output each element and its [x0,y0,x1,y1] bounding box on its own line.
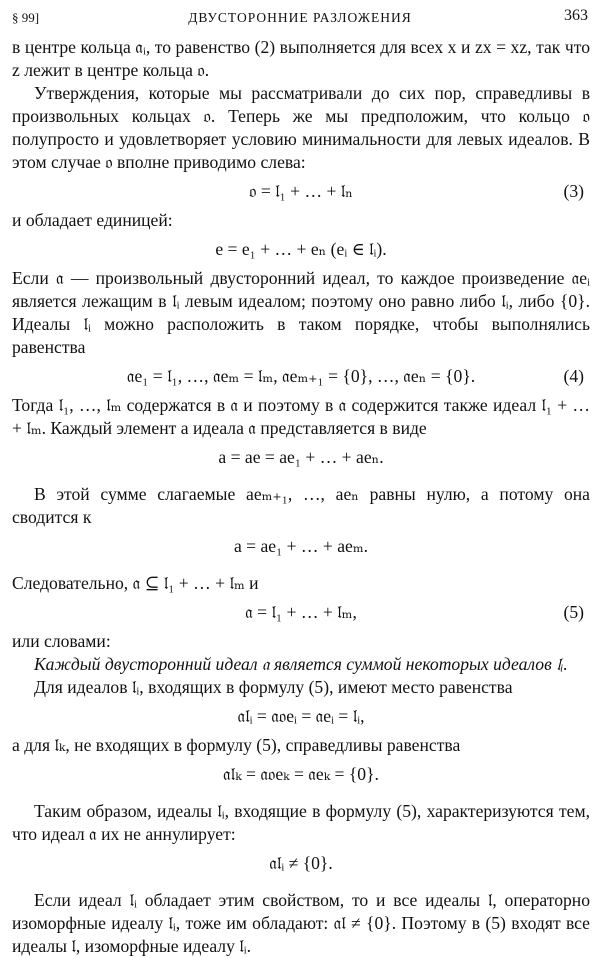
equation-body: 𝔞𝔩ᵢ = 𝔞𝔬eᵢ = 𝔞eᵢ = 𝔩ᵢ, [237,706,365,726]
equation-number: (4) [563,366,584,386]
equation-body: e = e₁ + … + eₙ (eᵢ ∈ 𝔩ᵢ). [215,239,387,259]
paragraph: Если 𝔞 — произвольный двусторонний идеал, то каждое произведение 𝔞eᵢ является лежащим в 𝔩ᵢ левым идеалом; поэтому оно равно либо 𝔩ᵢ, либо {0}. Идеалы 𝔩ᵢ можно расположить в таком порядке, чтобы выполнялись равенства [12,268,590,357]
equation-unit [12,238,590,261]
paragraph: Тогда 𝔩₁, …, 𝔩ₘ содержатся в 𝔞 и поэтому в 𝔞 содержится также идеал 𝔩₁ + … + 𝔩ₘ. Каждый элемент a идеала 𝔞 представляется в виде [12,395,590,438]
running-header [12,4,588,24]
equation-body: a = ae₁ + … + aeₘ. [233,536,369,556]
paragraph: Если идеал 𝔩ᵢ обладает этим свойством, то и все идеалы 𝔩, операторно изоморфные идеалу 𝔩ᵢ, тоже им обладают: 𝔞𝔩 ≠ {0}. Поэтому в (5) входят все идеалы 𝔩, изоморфные идеалу 𝔩ᵢ. [12,890,590,956]
section-mark: § 99] [12,10,40,25]
equation-7 [12,763,590,786]
paragraph: а для 𝔩ₖ, не входящих в формулу (5), справедливы равенства [12,735,461,755]
equation-number: (3) [563,181,584,201]
paragraph: В этой сумме слагаемые aeₘ₊₁, …, aeₙ равны нулю, а потому она сводится к [12,484,590,527]
equation-body: 𝔬 = 𝔩₁ + … + 𝔩ₙ [249,181,353,201]
equation-body: 𝔞 = 𝔩₁ + … + 𝔩ₘ, [245,602,357,622]
equation-3 [12,180,590,203]
paragraph: Таким образом, идеалы 𝔩ᵢ, входящие в формулу (5), характеризуются тем, что идеал 𝔞 их не аннулирует: [12,801,590,844]
paragraph: Для идеалов 𝔩ᵢ, входящих в формулу (5), имеют место равенства [34,677,513,697]
equation-a1 [12,446,590,469]
paragraph: Утверждения, которые мы рассматривали до сих пор, справедливы в произвольных кольцах 𝔬. Теперь же мы предположим, что кольцо 𝔬 полупросто и удовлетворяет условию минимальности для левых идеалов. В этом случае 𝔬 вполне приводимо слева: [12,83,590,172]
equation-a2 [12,535,590,558]
equation-body: a = ae = ae₁ + … + aeₙ. [218,447,384,467]
paragraph: и обладает единицей: [12,210,173,230]
equation-6 [12,705,590,728]
equation-4 [12,365,590,388]
running-title: ДВУСТОРОННИЕ РАЗЛОЖЕНИЯ [188,10,412,25]
equation-body: 𝔞e₁ = 𝔩₁, …, 𝔞eₘ = 𝔩ₘ, 𝔞eₘ₊₁ = {0}, …, 𝔞eₙ = {0}. [126,366,476,386]
equation-number: (5) [563,602,584,622]
equation-5 [12,601,590,624]
paragraph: или словами: [12,631,111,651]
equation-body: 𝔞𝔩ₖ = 𝔞𝔬eₖ = 𝔞eₖ = {0}. [223,764,379,784]
equation-8 [12,852,590,875]
page-number: 363 [564,7,588,24]
paragraph: Следовательно, 𝔞 ⊆ 𝔩₁ + … + 𝔩ₘ и [12,573,259,593]
theorem-statement: Каждый двусторонний идеал 𝔞 является суммой некоторых идеалов 𝔩ᵢ. [34,654,568,674]
equation-body: 𝔞𝔩ᵢ ≠ {0}. [269,853,333,873]
paragraph: в центре кольца 𝔞ᵢ, то равенство (2) выполняется для всех x и zx = xz, так что z лежит в центре кольца 𝔬. [12,37,590,80]
page-body [12,36,590,958]
